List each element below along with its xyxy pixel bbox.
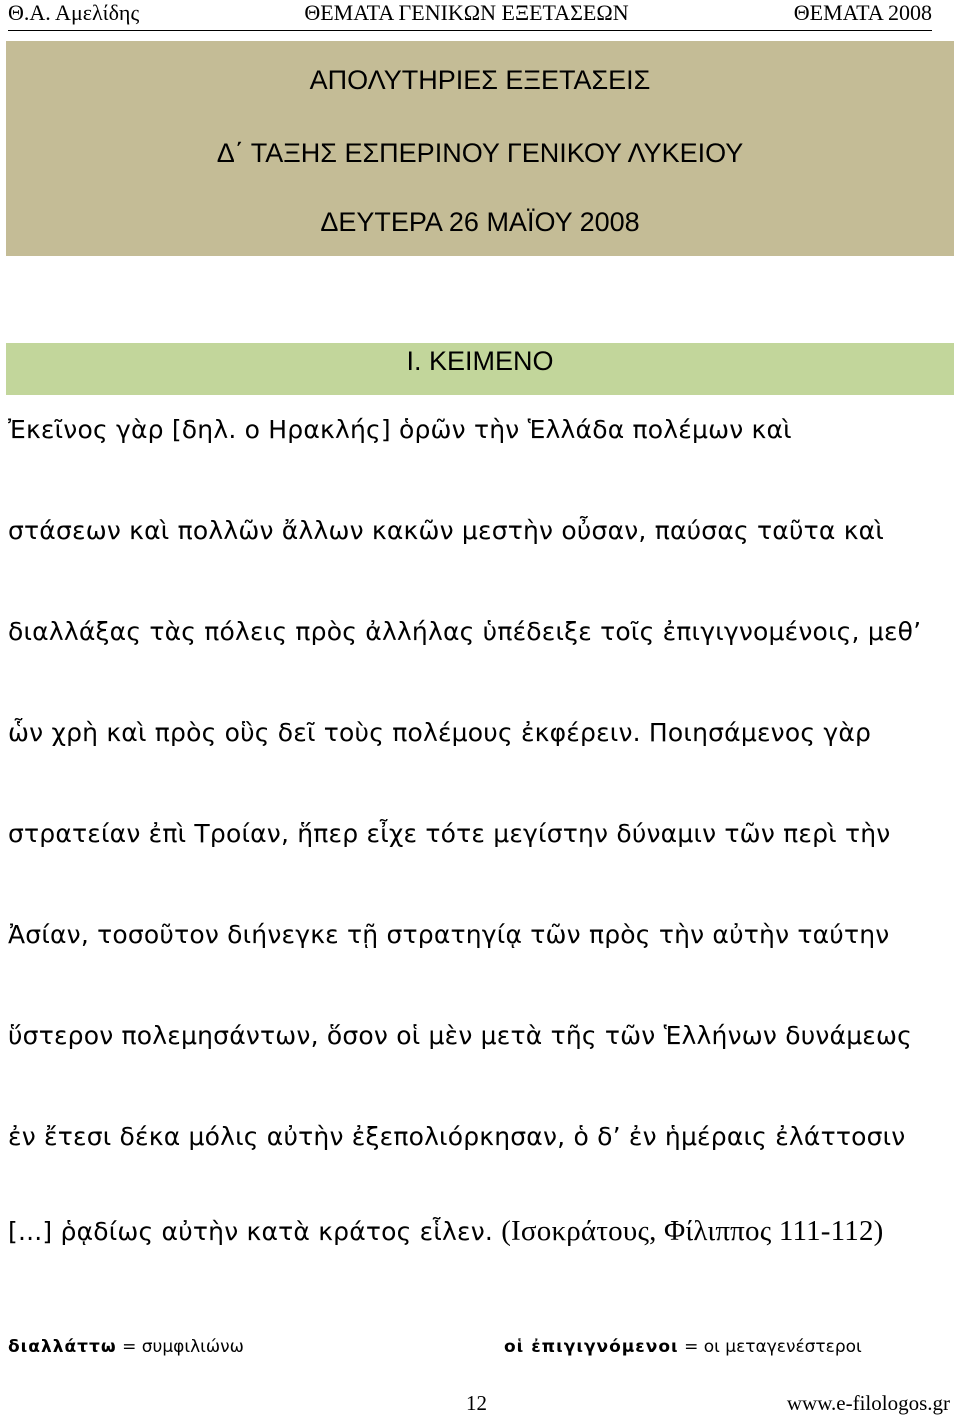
text-line-3: διαλλάξας τὰς πόλεις πρὸς ἀλλήλας ὑπέδειξε τοῖς ἐπιγιγνομένοις, μεθ’ (8, 617, 922, 646)
title-line-3: ΔΕΥΤΕΡΑ 26 ΜΑΪΟΥ 2008 (320, 207, 640, 237)
text-line-8: ἐν ἔτεσι δέκα μόλις αὐτὴν ἐξεπολιόρκησαν, ὁ δ’ ἐν ἡμέραις ἐλάττοσιν (8, 1122, 906, 1151)
header-right: ΘΕΜΑΤΑ 2008 (793, 0, 932, 25)
text-line-1: Ἐκεῖνος γὰρ [δηλ. ο Ηρακλής] ὁρῶν τὴν Ἑλλάδα πολέμων καὶ (8, 415, 792, 444)
section-heading-box (6, 343, 954, 395)
title-line-1: ΑΠΟΛΥΤΗΡΙΕΣ ΕΞΕΤΑΣΕΙΣ (309, 65, 651, 95)
header-center: ΘΕΜΑΤΑ ΓΕΝΙΚΩΝ ΕΞΕΤΑΣΕΩΝ (304, 0, 629, 25)
page-number: 12 (466, 1391, 487, 1415)
footer-site-link[interactable]: www.e-filologos.gr (786, 1391, 950, 1415)
glossary-term: οἱ ἐπιγιγνόμενοι (504, 1337, 679, 1357)
glossary-term: διαλλάττω (8, 1337, 117, 1357)
header-rule (8, 30, 932, 31)
glossary-meaning: = οι μεταγενέστεροι (684, 1337, 862, 1357)
exam-title-box (6, 41, 954, 256)
text-line-7: ὕστερον πολεμησάντων, ὅσον οἱ μὲν μετὰ τῆς τῶν Ἑλλήνων δυνάμεως (8, 1021, 913, 1050)
glossary-meaning: = συμφιλιώνω (122, 1337, 244, 1357)
last-line-text: [...] ῥᾳδίως αὐτὴν κατὰ κράτος εἷλεν. (8, 1217, 494, 1246)
text-line-2: στάσεων καὶ πολλῶν ἄλλων κακῶν μεστὴν οὖσαν, παύσας ταῦτα καὶ (8, 516, 884, 545)
glossary-item (504, 1334, 862, 1360)
title-line-2: Δ΄ ΤΑΞΗΣ ΕΣΠΕΡΙΝΟΥ ΓΕΝΙΚΟΥ ΛΥΚΕΙΟΥ (216, 138, 744, 168)
header-author: Θ.Α. Αμελίδης (8, 0, 140, 25)
text-line-5: στρατείαν ἐπὶ Τροίαν, ἥπερ εἶχε τότε μεγίστην δύναμιν τῶν περὶ τὴν (8, 819, 891, 848)
section-title: Ι. ΚΕΙΜΕΝΟ (406, 346, 554, 376)
text-line-9 (8, 1214, 952, 1249)
page-footer (0, 1390, 960, 1417)
page-header (8, 0, 932, 26)
glossary (8, 1334, 952, 1362)
text-line-6: Ἀσίαν, τοσοῦτον διήνεγκε τῇ στρατηγίᾳ τῶν πρὸς τὴν αὐτὴν ταύτην (8, 920, 890, 949)
source-reference: (Ισοκράτους, Φίλιππος 111-112) (501, 1215, 884, 1247)
glossary-item (8, 1334, 244, 1360)
text-line-4: ὧν χρὴ καὶ πρὸς οὓς δεῖ τοὺς πολέμους ἐκφέρειν. Ποιησάμενος γὰρ (8, 718, 872, 747)
